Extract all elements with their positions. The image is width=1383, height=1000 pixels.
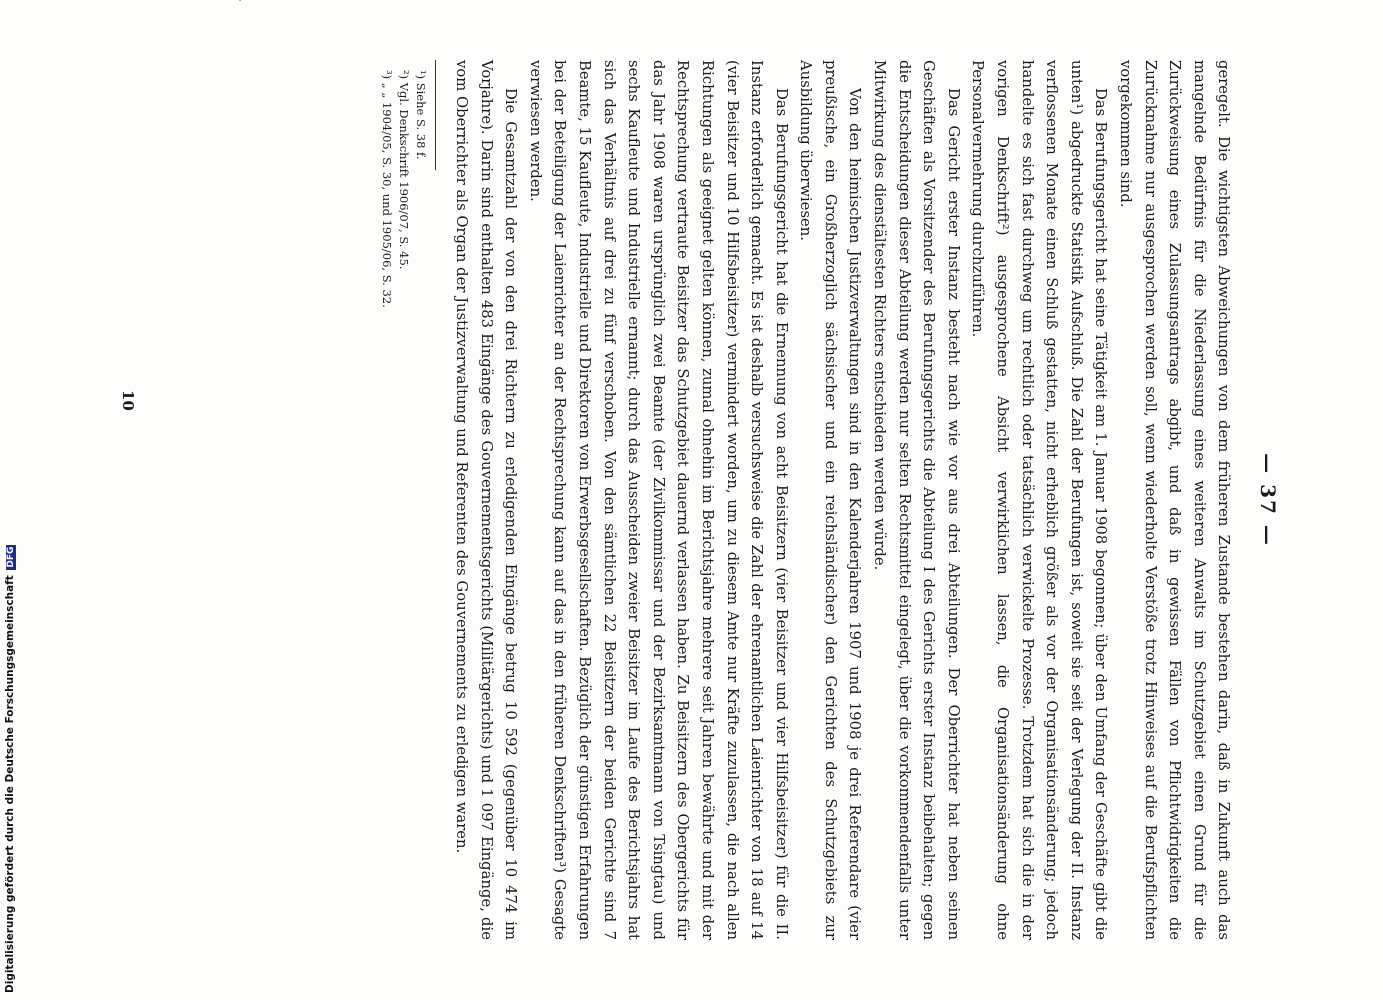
digitization-credit <box>4 545 16 993</box>
paragraph-2: Das Berufungsgericht hat seine Tätigkeit am 1. Januar 1908 begonnen; über den Umfang der Geschäfte gibt die unten¹) abgedruckte Statistik Aufschluß. Die Zahl der Berufungen ist, soweit sie seit der Verlegung der II. Instanz verflossenen Monate einen Schluß gestatten, nicht erheblich größer als vor der Organisationsänderung; jedoch handelte es sich fast durchweg um rechtlich oder tatsächlich verwickelte Prozesse. Trotzdem hat sich die in der vorigen Denkschrift²) ausgesprochene Absicht verwirklichen lassen, die Organisationsänderung ohne Personalvermehrung durchzuführen. <box>969 60 1110 940</box>
margin-note-gerichtsbeisitzer <box>681 0 695 35</box>
footnote-1: ¹) Siehe S. 38 f. <box>414 70 429 160</box>
margin-note-geschaeftsumfang <box>236 0 250 35</box>
footnote-2: ²) Vgl. Denkschrift 1906/07, S. 45. <box>397 70 412 270</box>
paragraph-3: Das Gericht erster Instanz besteht nach wie vor aus drei Abteilungen. Der Oberrichter hat neben seinen Geschäften als Vorsitzender des Berufungsgerichts die Abteilung I des Gerichts erster Instanz beibehalten; gegen die Entscheidungen dieser Abteilung werden nur selten Rechtsmittel eingelegt, über die vorkommendenfalls unter Mitwirkung des dienstältesten Richters entschieden werden würde. <box>871 60 962 940</box>
signature-mark: 10 <box>119 390 137 411</box>
margin-note-organisation <box>1052 0 1080 35</box>
paragraph-6: Die Gesamtzahl der von den drei Richtern zu erledigenden Eingänge betrug 10 592 (gegenüber 10 474 im Vorjahre). Darin sind enthalten 483 Eingänge des Gouvernementsgerichts (Militärgerichts) und 1 097 Eingänge, die vom Oberrichter als Organ der Justizverwaltung und Referenten des Gouvernements zu erledigen waren. <box>453 60 520 940</box>
rotated-document <box>100 60 1280 940</box>
footnote-divider <box>435 60 436 170</box>
footnote-3: ³) „ „ 1904/05, S. 30, und 1905/06, S. 32. <box>380 70 395 308</box>
credit-text: Digitalisierung gefördert durch die Deutsche Forschungsgemeinschaft <box>4 575 16 993</box>
paragraph-5: Das Berufungsgericht hat die Ernennung von acht Beisitzern (vier Beisitzer und vier Hilfsbeisitzer) für die II. Instanz erforderlich gemacht. Es ist deshalb versuchsweise die Zahl der ehrenamtlichen Laienrichter von 18 auf 14 (vier Beisitzer und 10 Hilfsbeisitzer) vermindert worden, um zu diesem Amte nur Kräfte zuzulassen, die nach allen Richtungen als geeignet gelten können, zumal ohnehin im Berichtsjahre mehrere seit Jahren bewährte und mit der Rechtsprechung vertraute Beisitzer das Schutzgebiet dauernd verlassen haben. Zu Beisitzern des Obergerichts für das Jahr 1908 waren ursprünglich zwei Beamte (der Zivilkommissar und der Bezirksamtmann von Tsingtau) und sechs Kaufleute und Industrielle ernannt; durch das Ausscheiden zweier Beisitzer im Laufe des Berichtsjahrs hat sich das Verhältnis auf drei zu fünf verschoben. Von den sämtlichen 22 Beisitzern der beiden Gerichte sind 7 Beamte, 15 Kaufleute, Industrielle und Direktoren von Erwerbsgesellschaften. Bezüglich der günstigen Erfahrungen bei der Beteiligung der Laienrichter an der Rechtsprechung kann auf das in den früheren Denkschriften³) Gesagte verwiesen werden. <box>526 60 790 940</box>
dfg-logo: DFG <box>6 546 16 568</box>
page-number: — 37 — <box>1256 453 1280 547</box>
paragraph-4: Von den heimischen Justizverwaltungen sind in den Kalenderjahren 1907 und 1908 je drei Referendare (vier preußische, ein Großherzoglich sächsischer und ein reichsländischer) den Gerichten des Schutzgebiets zur Ausbildung überwiesen. <box>797 60 864 940</box>
paragraph-1: geregelt. Die wichtigsten Abweichungen von dem früheren Zustande bestehen darin, daß in Zukunft auch das mangelnde Bedürfnis für die Niederlassung eines weiteren Anwalts im Schutzgebiet einen Grund für die Zurückweisung eines Zulassungsantrags abgibt, und daß in gewissen Fällen von Pflichtwidrigkeiten die Zurücknahme nur ausgesprochen werden soll, wenn wiederholte Verstöße trotz Hinweises auf die Berufspflichten vorgekommen sind. <box>1117 60 1233 940</box>
